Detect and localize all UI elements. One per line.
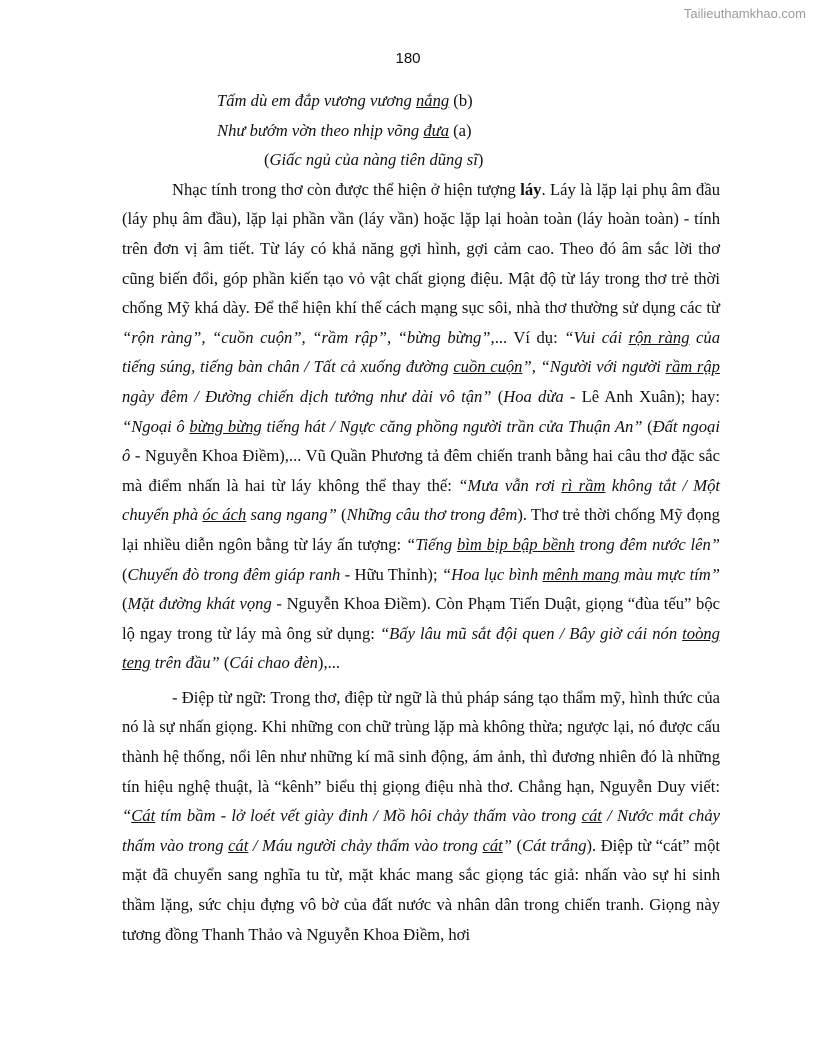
verse-line-1: Tấm dù em đắp vương vương nắng (b) <box>217 91 473 110</box>
verse-line-2: Như bướm vờn theo nhịp võng đưa (a) <box>217 120 472 140</box>
paragraph-diep-tu-ngu: - Điệp từ ngữ: Trong thơ, điệp từ ngữ là thủ pháp sáng tạo thẩm mỹ, hình thức của nó là sự nhấn giọng. Khi những con chữ trùng lặp mà không thừa; ngược lại, nó được cấu thành hệ thống, nổi lên như những kí mã sinh động, ám ảnh, thì đương nhiên đó là những tín hiệu nghệ thuật, là “kênh” biểu thị giọng điệu nhà thơ. Chẳng hạn, Nguyễn Duy viết: “Cát tím bầm - lở loét vết giày đinh / Mồ hôi chảy thấm vào trong cát / Nước mắt chảy thấm vào trong cát / Máu người chảy thấm vào trong cát” (Cát trắng). Điệp từ “cát” một mặt đã chuyển sang nghĩa tu từ, mặt khác mang sắc giọng tác giả: nhấn vào sự hi sinh thầm lặng, sức chịu đựng vô bờ của đất nước và nhân dân trong chiến tranh. Giọng này tương đồng Thanh Thảo và Nguyễn Khoa Điềm, hơi <box>122 687 721 944</box>
page-number: 180 <box>395 50 421 67</box>
watermark: Tailieuthamkhao.com <box>683 6 806 21</box>
page-body <box>122 86 720 949</box>
paragraph-lay: Nhạc tính trong thơ còn được thể hiện ở hiện tượng láy. Láy là lặp lại phụ âm đầu (láy phụ âm đầu), lặp lại phần vần (láy vần) hoặc lặp lại hoàn toàn (láy hoàn toàn) - tính trên đơn vị âm tiết. Từ láy có khả năng gợi hình, gợi cảm cao. Theo đó âm sắc lời thơ cũng biến đổi, góp phần kiến tạo vỏ vật chất giọng điệu. Mật độ từ láy trong thơ trẻ thời chống Mỹ khá dày. Để thể hiện khí thế cách mạng sục sôi, nhà thơ thường sử dụng các từ “rộn ràng”, “cuồn cuộn”, “rầm rập”, “bừng bừng”,... Ví dụ: “Vui cái rộn ràng của tiếng súng, tiếng bàn chân / Tất cả xuống đường cuồn cuộn”, “Người với người rầm rập ngày đêm / Đường chiến dịch tưởng như dài vô tận” (Hoa dừa - Lê Anh Xuân); hay: “Ngoại ô bừng bừng tiếng hát / Ngực căng phồng người trần cửa Thuận An” (Đất ngoại ô - Nguyễn Khoa Điềm),... Vũ Quần Phương tả đêm chiến tranh bằng hai câu thơ đặc sắc mà điểm nhấn là hai từ láy không thể thay thế: “Mưa vẫn rơi rì rầm không tắt / Một chuyến phà óc ách sang ngang” (Những câu thơ trong đêm). Thơ trẻ thời chống Mỹ đọng lại nhiều diễn ngôn bằng từ láy ấn tượng: “Tiếng bìm bịp bập bềnh trong đêm nước lên” (Chuyến đò trong đêm giáp ranh - Hữu Thỉnh); “Hoa lục bình mênh mang màu mực tím” (Mặt đường khát vọng - Nguyễn Khoa Điềm). Còn Phạm Tiến Duật, giọng “đùa tếu” bộc lộ ngay trong từ láy mà ông sử dụng: “Bấy lâu mũ sắt đội quen / Bây giờ cái nón toòng teng trên đầu” (Cái chao đèn),... <box>122 179 721 673</box>
verse-source: (Giấc ngủ của nàng tiên dũng sĩ) <box>264 150 484 170</box>
